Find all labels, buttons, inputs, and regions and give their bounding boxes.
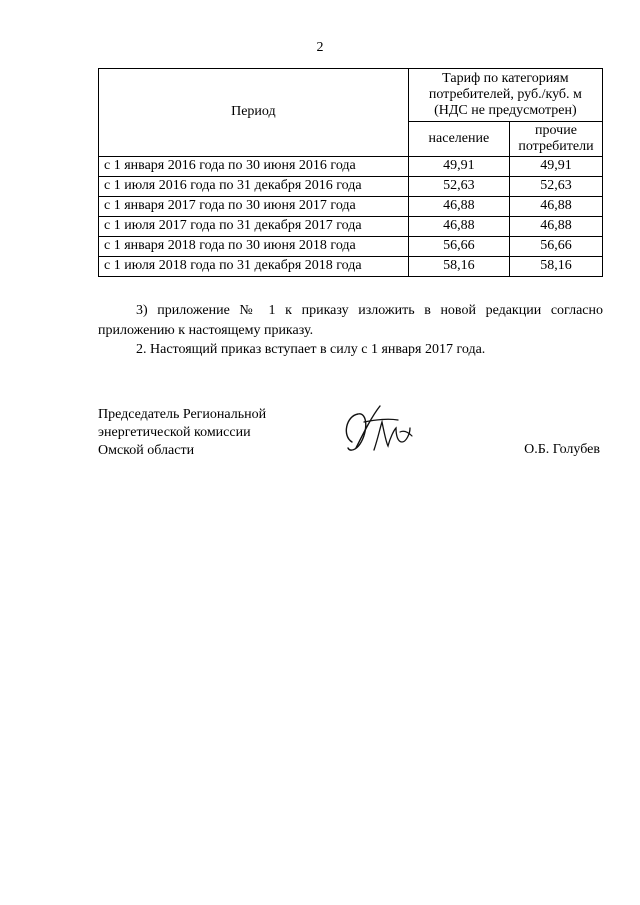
table-row xyxy=(99,217,603,237)
tariff-header-line: потребителей, руб./куб. м xyxy=(428,86,582,102)
period-column-header: Период xyxy=(99,69,409,157)
signatory-title-line: энергетической комиссии xyxy=(98,425,251,440)
signatory-title xyxy=(98,406,266,460)
population-tariff-cell: 58,16 xyxy=(408,257,509,277)
table-row xyxy=(99,157,603,177)
period-cell: с 1 января 2018 года по 30 июня 2018 года xyxy=(99,237,409,257)
effective-date-clause: 2. Настоящий приказ вступает в силу с 1 января 2017 года. xyxy=(136,342,486,357)
handwritten-signature xyxy=(338,402,420,458)
other-consumers-column-header xyxy=(509,122,602,157)
period-cell: с 1 июля 2016 года по 31 декабря 2016 года xyxy=(99,177,409,197)
other-tariff-cell: 46,88 xyxy=(509,217,602,237)
other-header-line: прочие xyxy=(535,122,577,138)
signatory-name: О.Б. Голубев xyxy=(524,442,600,457)
amendment-item-3: 3) приложение № 1 к приказу изложить в новой редакции согласно приложению к настоящему приказу. xyxy=(98,303,603,338)
table-row xyxy=(99,177,603,197)
table-row xyxy=(99,257,603,277)
population-column-header: население xyxy=(408,122,509,157)
other-tariff-cell: 49,91 xyxy=(509,157,602,177)
other-tariff-cell: 52,63 xyxy=(509,177,602,197)
period-cell: с 1 июля 2017 года по 31 декабря 2017 года xyxy=(99,217,409,237)
population-tariff-cell: 46,88 xyxy=(408,197,509,217)
tariff-column-header xyxy=(408,69,602,122)
tariff-table xyxy=(98,68,603,277)
population-tariff-cell: 46,88 xyxy=(408,217,509,237)
tariff-header-line: Тариф по категориям xyxy=(442,70,569,86)
page-number: 2 xyxy=(316,40,324,55)
period-cell: с 1 июля 2018 года по 31 декабря 2018 года xyxy=(99,257,409,277)
other-tariff-cell: 58,16 xyxy=(509,257,602,277)
period-cell: с 1 января 2017 года по 30 июня 2017 года xyxy=(99,197,409,217)
other-header-line: потребители xyxy=(518,139,594,154)
signatory-title-line: Омской области xyxy=(98,443,195,458)
population-tariff-cell: 52,63 xyxy=(408,177,509,197)
tariff-header-line: (НДС не предусмотрен) xyxy=(434,103,577,119)
other-tariff-cell: 56,66 xyxy=(509,237,602,257)
signatory-title-line: Председатель Региональной xyxy=(98,407,267,422)
period-cell: с 1 января 2016 года по 30 июня 2016 года xyxy=(99,157,409,177)
table-row xyxy=(99,197,603,217)
population-tariff-cell: 49,91 xyxy=(408,157,509,177)
other-tariff-cell: 46,88 xyxy=(509,197,602,217)
table-row xyxy=(99,237,603,257)
population-tariff-cell: 56,66 xyxy=(408,237,509,257)
